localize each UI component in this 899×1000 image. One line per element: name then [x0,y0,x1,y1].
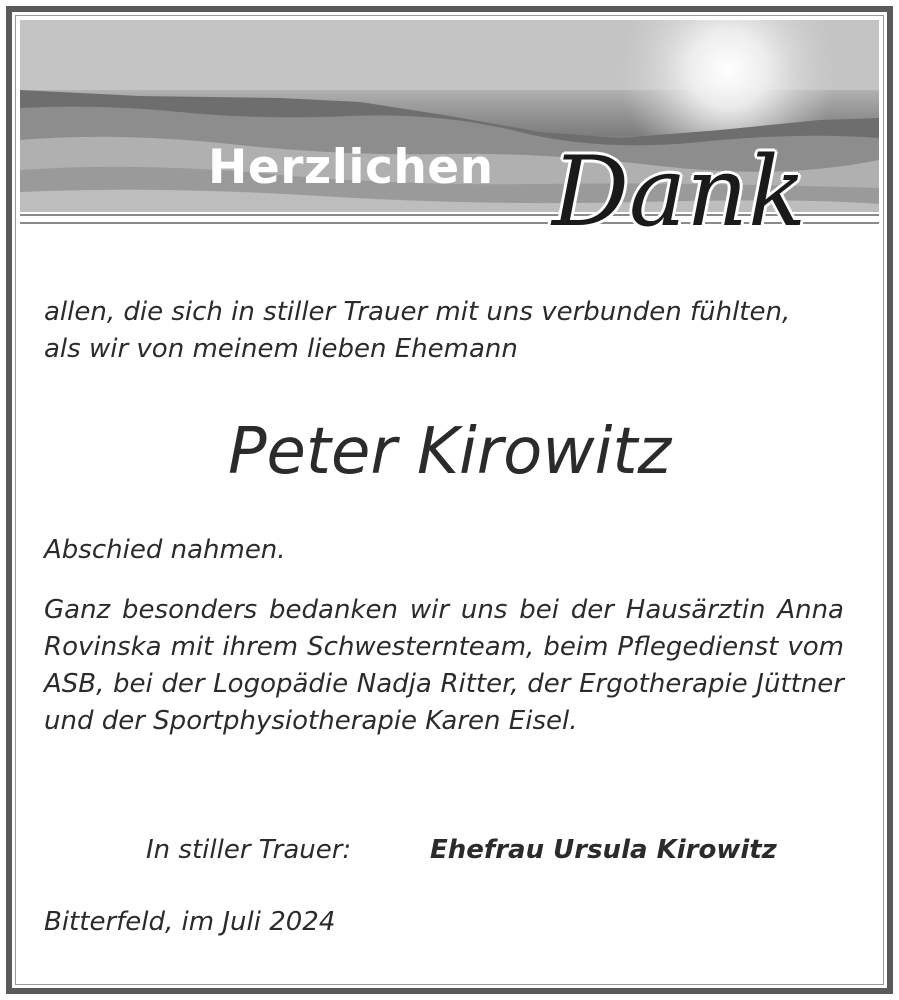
intro-text [44,294,844,368]
deceased-name: Peter Kirowitz [227,415,672,489]
intro-line: allen, die sich in stiller Trauer mit uns verbunden fühlten, [44,297,791,327]
mourners-name: Ehefrau Ursula Kirowitz [430,835,777,865]
header-title-dank: Dank [552,136,807,248]
farewell-text: Abschied nahmen. [44,535,286,565]
thanks-paragraph: Ganz besonders bedanken wir uns bei der Hausärztin Anna Rovinska mit ihrem Schwesternteam, beim Pflegedienst vom ASB, bei der Logopädie Nadja Ritter, der Ergotherapie Jüttner und der Sportphysiotherapie Karen Eisel. [44,595,844,736]
header-title-herzlichen: Herzlichen [208,140,494,195]
mourners-label: In stiller Trauer: [146,835,352,865]
intro-line: als wir von meinem lieben Ehemann [44,334,518,364]
place-date: Bitterfeld, im Juli 2024 [44,907,336,937]
